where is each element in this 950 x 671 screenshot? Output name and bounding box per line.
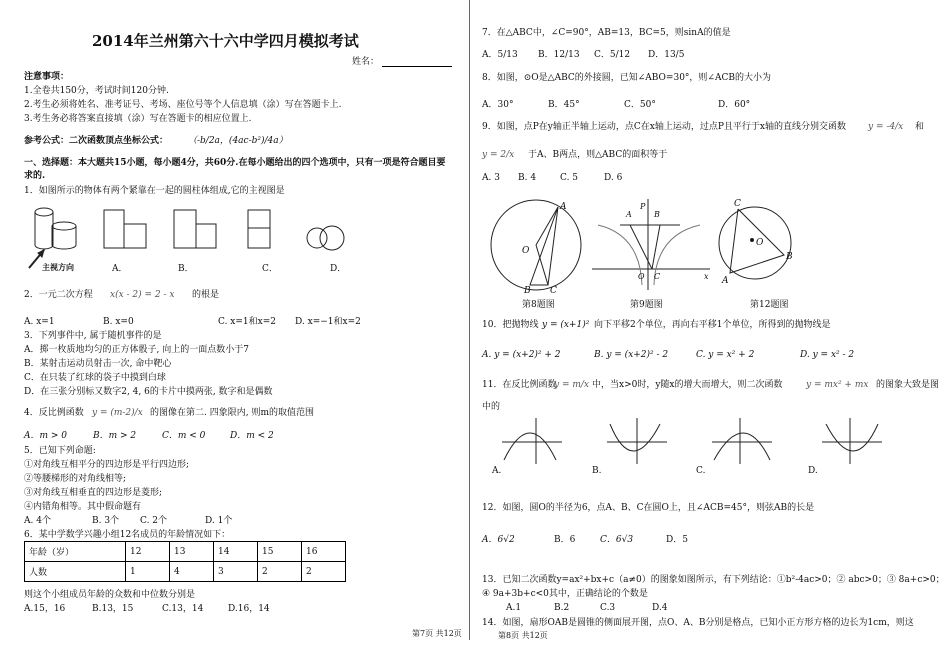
q2-option-b[interactable]: B. x=0	[103, 317, 134, 327]
cylinder-object	[29, 208, 76, 268]
table-cell: 14	[214, 542, 258, 562]
vertex-formula: （-b/2a，(4ac-b²)/4a）	[188, 136, 288, 146]
q3-option-c[interactable]: C．在只装了红球的袋子中摸到白球	[24, 373, 166, 383]
question-12: 12．如图，圆O的半径为6，点A、B、C在圆O上，且∠ACB=45°，则弦AB的长是	[482, 503, 815, 513]
q13-option-b[interactable]: B.2	[554, 603, 570, 613]
q6-option-b[interactable]: B.13，15	[92, 604, 134, 614]
q4-option-b[interactable]: B．m > 2	[93, 431, 137, 441]
table-cell: 年龄（岁）	[25, 542, 126, 562]
q10-option-b[interactable]: B. y = (x+2)² - 2	[594, 350, 669, 360]
graph-d	[822, 418, 882, 464]
q7-option-d[interactable]: D．13/5	[648, 50, 685, 60]
figure-12	[719, 199, 793, 286]
q11-option-c[interactable]: C.	[696, 466, 706, 476]
table-cell: 2	[302, 562, 346, 582]
q1-option-d[interactable]: D．	[330, 264, 347, 274]
table-cell: 4	[170, 562, 214, 582]
svg-text:A: A	[560, 202, 567, 212]
q5-item-3: ③对角线互相垂直的四边形是菱形;	[24, 488, 163, 498]
page-number-left: 第7页 共12页	[412, 629, 462, 638]
figure-12-caption: 第12题图	[750, 300, 789, 310]
q9-function-2: y = 2/x	[482, 150, 515, 160]
q1-option-c[interactable]: C．	[262, 264, 278, 274]
q9-option-b[interactable]: B. 4	[518, 173, 537, 183]
q11-option-a[interactable]: A.	[492, 466, 502, 476]
svg-text:C: C	[734, 199, 741, 209]
question-9: 9．如图，点P在y轴正半轴上运动，点C在x轴上运动，过点P且平行于x轴的直线分别交函数	[482, 122, 846, 132]
q3-option-b[interactable]: B．某射击运动员射击一次, 命中靶心	[24, 359, 172, 369]
question-11-end: 中的	[482, 402, 501, 412]
figures-row	[490, 195, 950, 295]
q5-option-a[interactable]: A. 4个	[24, 516, 51, 526]
q1-option-a[interactable]: A．	[112, 264, 128, 274]
q2-equation: x(x - 2) = 2 - x	[110, 290, 175, 300]
formula-label: 参考公式：二次函数顶点坐标公式：	[24, 136, 169, 146]
notice-3: 3.考生务必将答案直接填（涂）写在答题卡的相应位置上.	[24, 114, 252, 124]
q13-option-d[interactable]: D.4	[652, 603, 668, 613]
q12-option-b[interactable]: B．6	[554, 535, 576, 545]
table-cell: 15	[258, 542, 302, 562]
q2-option-d[interactable]: D. x=−1和x=2	[295, 317, 361, 327]
graph-b	[607, 418, 667, 464]
q4-function: y = (m-2)/x	[92, 408, 143, 418]
section-1-heading: 一、选择题：本大题共15小题，每小题4分，共60分.在每小题给出的四个选项中，只有一项是符合题目要	[24, 158, 446, 168]
question-10: 10．把抛物线	[482, 320, 539, 330]
question-7: 7．在△ABC中，∠C=90°，AB=13，BC=5，则sinA的值是	[482, 28, 731, 38]
svg-text:B: B	[786, 252, 793, 262]
q7-option-b[interactable]: B．12/13	[538, 50, 580, 60]
q11-function-2: y = mx² + mx	[806, 380, 869, 390]
table-cell: 3	[214, 562, 258, 582]
q1-figures	[24, 200, 464, 275]
q11-function: y = m/x	[554, 380, 589, 390]
q2-option-c[interactable]: C. x=1和x=2	[218, 317, 276, 327]
q8-option-b[interactable]: B．45°	[548, 100, 580, 110]
table-row	[25, 542, 346, 562]
q10-function: y = (x+1)²	[542, 320, 590, 330]
notice-2: 2.考生必须将姓名、准考证号、考场、座位号等个人信息填（涂）写在答题卡上.	[24, 100, 342, 110]
table-cell: 人数	[25, 562, 126, 582]
question-2-tail: 的根是	[192, 290, 220, 300]
q9-option-a[interactable]: A. 3	[482, 173, 500, 183]
notice-heading: 注意事项：	[24, 72, 70, 82]
svg-text:C: C	[654, 272, 661, 281]
q8-option-c[interactable]: C．50°	[624, 100, 656, 110]
option-d-figure	[307, 226, 344, 250]
question-11: 11．在反比例函数	[482, 380, 557, 390]
question-11-tail: 的图象大致是图	[876, 380, 940, 390]
q12-option-a[interactable]: A．6√2	[482, 535, 515, 545]
svg-text:A: A	[626, 210, 632, 219]
q5-option-c[interactable]: C. 2个	[140, 516, 168, 526]
q9-function-1: y = -4/x	[868, 122, 904, 132]
q5-item-4: ④内错角相等。其中假命题有	[24, 502, 142, 512]
q6-option-a[interactable]: A.15，16	[24, 604, 66, 614]
option-a-figure	[104, 210, 146, 248]
svg-text:O: O	[638, 272, 645, 281]
q5-option-b[interactable]: B. 3个	[92, 516, 120, 526]
svg-text:P: P	[640, 202, 646, 211]
question-13-cont: ④ 9a+3b+c<0其中，正确结论的个数是	[482, 589, 648, 599]
question-5: 5．已知下列命题:	[24, 446, 96, 456]
svg-text:C: C	[550, 286, 557, 296]
q5-item-2: ②等腰梯形的对角线相等;	[24, 474, 127, 484]
q7-option-c[interactable]: C．5/12	[594, 50, 631, 60]
question-1: 1．如图所示的物体有两个紧靠在一起的圆柱体组成,它的主视图是	[24, 186, 285, 196]
q2-option-a[interactable]: A. x=1	[24, 317, 55, 327]
age-table	[24, 541, 346, 582]
svg-text:O: O	[756, 238, 764, 248]
question-10-tail: 向下平移2个单位，再向右平移1个单位，所得到的抛物线是	[594, 320, 831, 330]
question-3: 3．下列事件中, 属于随机事件的是	[24, 331, 162, 341]
q4-option-d[interactable]: D．m < 2	[230, 431, 274, 441]
q4-option-a[interactable]: A．m > 0	[24, 431, 68, 441]
q4-option-c[interactable]: C．m < 0	[162, 431, 206, 441]
q3-option-d[interactable]: D．在三张分别标又数字2, 4, 6的卡片中摸两张, 数字和是偶数	[24, 387, 273, 397]
graph-c	[712, 418, 772, 464]
question-14: 14．如图，扇形OAB是圆锥的侧面展开图，点O、A、B分别是格点，已知小正方形方格的边长为1cm，则这	[482, 618, 914, 628]
q5-item-1: ①对角线互相平分的四边形是平行四边形;	[24, 460, 190, 470]
table-cell: 13	[170, 542, 214, 562]
q13-option-a[interactable]: A.1	[506, 603, 522, 613]
option-c-figure	[248, 210, 270, 248]
question-4: 4．反比例函数	[24, 408, 84, 418]
q10-option-a[interactable]: A. y = (x+2)² + 2	[482, 350, 561, 360]
table-cell: 12	[126, 542, 170, 562]
svg-text:O: O	[522, 246, 530, 256]
svg-text:A: A	[722, 276, 729, 286]
q12-option-c[interactable]: C．6√3	[600, 535, 634, 545]
question-6-tail: 则这个小组成员年龄的众数和中位数分别是	[24, 590, 196, 600]
svg-text:B: B	[524, 286, 531, 296]
figure-9-caption: 第9题图	[630, 300, 663, 310]
q3-option-a[interactable]: A．掷一枚质地均匀的正方体骰子, 向上的一面点数小于7	[24, 345, 249, 355]
exam-title: 2014年兰州第六十六中学四月模拟考试	[92, 32, 359, 50]
right-page	[472, 0, 950, 671]
graph-a	[502, 418, 562, 464]
table-cell: 2	[258, 562, 302, 582]
notice-1: 1.全卷共150分，考试时间120分钟.	[24, 86, 169, 96]
question-6: 6．某中学数学兴趣小组12名成员的年龄情况如下：	[24, 530, 231, 540]
q12-option-d[interactable]: D．5	[666, 535, 688, 545]
question-13: 13．已知二次函数y=ax²+bx+c（a≠0）的图象如图所示，有下列结论：①b²-4ac>0；② abc>0；③ 8a+c>0；	[482, 575, 945, 585]
name-blank[interactable]	[382, 66, 452, 67]
q8-option-d[interactable]: D．60°	[718, 100, 751, 110]
q10-option-d[interactable]: D. y = x² - 2	[800, 350, 855, 360]
q6-option-c[interactable]: C.13，14	[162, 604, 204, 614]
q7-option-a[interactable]: A．5/13	[482, 50, 518, 60]
page-number-right: 第8页 共12页	[498, 631, 548, 640]
q10-option-c[interactable]: C. y = x² + 2	[696, 350, 755, 360]
question-9-cont: 于A、B两点，则△ABC的面积等于	[528, 150, 668, 160]
q8-option-a[interactable]: A．30°	[482, 100, 514, 110]
q9-option-c[interactable]: C. 5	[560, 173, 579, 183]
left-page	[0, 0, 470, 671]
q13-option-c[interactable]: C.3	[600, 603, 616, 613]
question-4-tail: 的图像在第二. 四象限内, 则m的取值范围	[150, 408, 314, 418]
table-cell: 16	[302, 542, 346, 562]
svg-text:B: B	[654, 210, 660, 219]
svg-text:x: x	[704, 272, 709, 281]
q9-and: 和	[915, 122, 925, 132]
question-11-cont: 中，当x>0时，y随x的增大而增大，则二次函数	[592, 380, 783, 390]
q11-option-d[interactable]: D.	[808, 466, 818, 476]
option-b-figure	[174, 210, 216, 248]
table-cell: 1	[126, 562, 170, 582]
q11-graphs	[482, 416, 942, 466]
q6-option-d[interactable]: D.16，14	[228, 604, 270, 614]
section-1-heading-cont: 求的.	[24, 171, 46, 181]
name-label: 姓名：	[352, 57, 380, 67]
table-row	[25, 562, 346, 582]
figure-8-caption: 第8题图	[522, 300, 555, 310]
figure-9	[592, 199, 710, 290]
question-2: 2．一元二次方程	[24, 290, 93, 300]
question-8: 8．如图，⊙O是△ABC的外接圆，已知∠ABO=30°，则∠ACB的大小为	[482, 73, 771, 83]
view-direction-label: 主视方向	[42, 262, 74, 272]
q1-option-b[interactable]: B．	[178, 264, 194, 274]
q11-option-b[interactable]: B.	[592, 466, 602, 476]
figure-8	[491, 200, 581, 296]
q5-option-d[interactable]: D. 1个	[205, 516, 233, 526]
q9-option-d[interactable]: D. 6	[604, 173, 623, 183]
